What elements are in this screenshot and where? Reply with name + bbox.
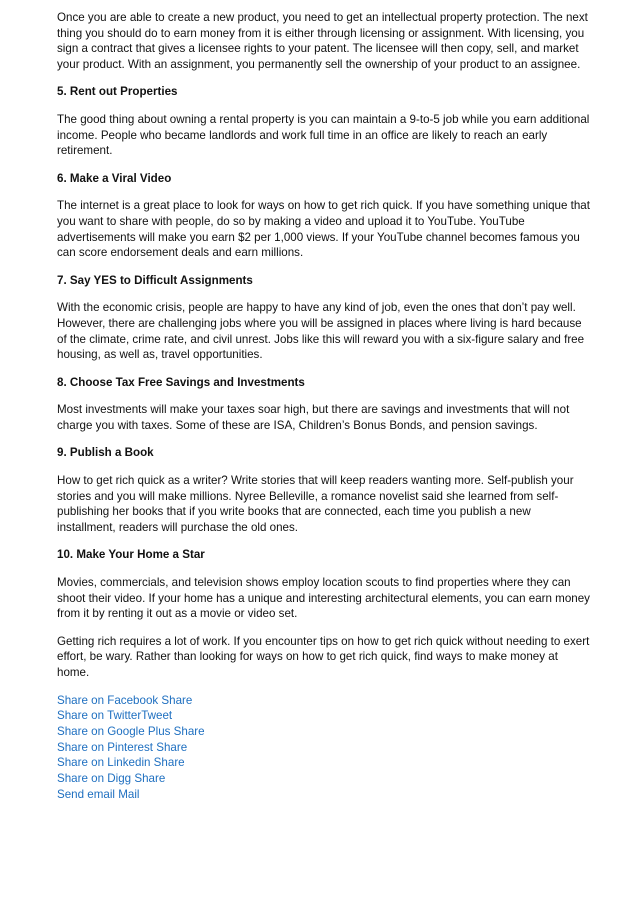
share-pinterest-link[interactable]: Share on Pinterest Share bbox=[57, 740, 188, 754]
section-heading-9: 9. Publish a Book bbox=[57, 446, 154, 460]
section-body-10: Movies, commercials, and television shows employ location scouts to find properties where they can shoot their video. If your home has a unique and interesting architectural elements, you can earn money from it by renting it out as a movie or video set. bbox=[57, 576, 590, 621]
share-linkedin-link[interactable]: Share on Linkedin Share bbox=[57, 756, 185, 770]
section-heading-8: 8. Choose Tax Free Savings and Investments bbox=[57, 375, 305, 389]
section-heading-5: 5. Rent out Properties bbox=[57, 85, 178, 99]
share-links bbox=[57, 693, 592, 803]
section-body-7: With the economic crisis, people are happy to have any kind of job, even the ones that don’t pay well. However, there are challenging jobs where you will be assigned in places where living is hard because of the climate, crime rate, and civil unrest. Jobs like this will reward you with a six-figure salary and free housing, as well as, travel opportunities. bbox=[57, 301, 585, 362]
share-google-plus-link[interactable]: Share on Google Plus Share bbox=[57, 725, 205, 738]
section-body-5: The good thing about owning a rental property is you can maintain a 9-to-5 job while you earn additional income. People who became landlords and work full time in an office are likely to reach an early retirement. bbox=[57, 112, 590, 158]
document-page bbox=[57, 10, 592, 803]
section-body-8: Most investments will make your taxes soar high, but there are savings and investments that will not charge you with taxes. Some of these are ISA, Children’s Bonus Bonds, and pension savings. bbox=[57, 403, 570, 432]
conclusion-paragraph: Getting rich requires a lot of work. If you encounter tips on how to get rich quick without needing to exert effort, be wary. Rather than looking for ways on how to get rich quick, find ways to make money at home. bbox=[57, 634, 590, 679]
intro-paragraph: Once you are able to create a new product, you need to get an intellectual property protection. The next thing you should do to earn money from it is either through licensing or assignment. With licensing, you sign a contract that gives a licensee rights to your patent. The licensee will then copy, sell, and market your product. With an assignment, you permanently sell the ownership of your product to an assignee. bbox=[57, 11, 588, 71]
share-digg-link[interactable]: Share on Digg Share bbox=[57, 772, 166, 786]
section-heading-7: 7. Say YES to Difficult Assignments bbox=[57, 273, 253, 287]
send-email-link[interactable]: Send email Mail bbox=[57, 787, 140, 801]
share-twitter-link[interactable]: Share on TwitterTweet bbox=[57, 709, 173, 723]
share-facebook-link[interactable]: Share on Facebook Share bbox=[57, 693, 193, 707]
section-body-6: The internet is a great place to look for ways on how to get rich quick. If you have something unique that you want to share with people, do so by making a video and upload it to YouTube. YouTube advertisements will make you earn $2 per 1,000 views. If your YouTube channel becomes famous you can score endorsement deals and earn millions. bbox=[57, 199, 590, 260]
section-heading-6: 6. Make a Viral Video bbox=[57, 171, 172, 185]
section-heading-10: 10. Make Your Home a Star bbox=[57, 548, 205, 562]
section-body-9: How to get rich quick as a writer? Write stories that will keep readers wanting more. Self-publish your stories and you will make millions. Nyree Belleville, a romance novelist said she learned from self-publishing her books that if you write books that are connected, each time you publish a new installment, readers will purchase the old ones. bbox=[57, 474, 574, 534]
